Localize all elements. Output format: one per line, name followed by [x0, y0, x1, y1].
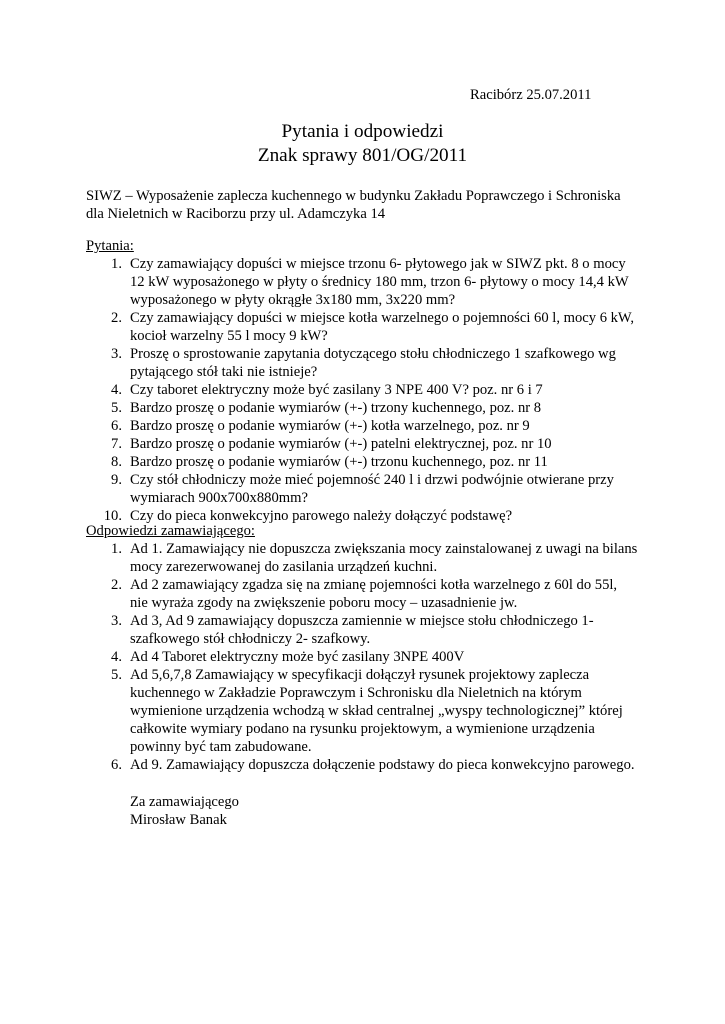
answer-item-text-line: mocy zarezerwowanej do zasilania urządzeń kuchni. [130, 559, 438, 575]
question-item-text-line: Czy stół chłodniczy może mieć pojemność 240 l i drzwi podwójnie otwierane przy [130, 472, 614, 488]
question-item-text-line: pytającego stół taki nie istnieje? [130, 364, 318, 380]
answer-item [86, 756, 656, 774]
answers-list [86, 540, 656, 774]
answer-item-text-line: Ad 5,6,7,8 Zamawiający w specyfikacji dołączył rysunek projektowy zaplecza [130, 667, 590, 683]
question-item-text-line: wyposażonego w płyty okrągłe 3x180 mm, 3x220 mm? [130, 292, 456, 308]
answer-item-text-line: Ad 4 Taboret elektryczny może być zasilany 3NPE 400V [130, 649, 465, 665]
question-item [86, 345, 656, 381]
questions-heading: Pytania: [86, 238, 134, 254]
question-item-text-line: wymiarach 900x700x880mm? [130, 490, 308, 506]
answer-item-number: 6. [111, 757, 122, 773]
answer-item [86, 666, 656, 756]
answer-item-number: 4. [111, 649, 122, 665]
question-item-number: 10. [103, 508, 122, 524]
question-item [86, 471, 656, 507]
question-item-number: 6. [111, 418, 122, 434]
question-item [86, 399, 656, 417]
answer-item-number: 2. [111, 577, 122, 593]
question-item-number: 9. [111, 472, 122, 488]
question-item-text-line: Bardzo proszę o podanie wymiarów (+-) kotła warzelnego, poz. nr 9 [130, 418, 530, 434]
answers-heading: Odpowiedzi zamawiającego: [86, 523, 255, 539]
document-title [0, 120, 725, 168]
question-item-number: 3. [111, 346, 122, 362]
answer-item-number: 3. [111, 613, 122, 629]
question-item [86, 381, 656, 399]
question-item-text-line: Bardzo proszę o podanie wymiarów (+-) trzony kuchennego, poz. nr 8 [130, 400, 542, 416]
answer-item-text-line: powinny być tam zabudowane. [130, 739, 312, 755]
answer-item-text-line: kuchennego w Zakładzie Poprawczym i Schronisku dla Nieletnich na którym [130, 685, 582, 701]
answer-item-text-line: Ad 3, Ad 9 zamawiający dopuszcza zamiennie w miejsce stołu chłodniczego 1- [130, 613, 594, 629]
answer-item-text-line: całkowite wymiary podano na rysunku projektowym, a wymienione urządzenia [130, 721, 595, 737]
answer-item [86, 648, 656, 666]
question-item-number: 2. [111, 310, 122, 326]
subject [86, 187, 656, 223]
signature-block [130, 793, 239, 829]
question-item [86, 255, 656, 309]
answer-item-text-line: wymienione urządzenia wchodzą w skład centralnej „wyspy technologicznej” której [130, 703, 623, 719]
answer-item-text-line: nie wyraża zgody na zwiększenie poboru mocy – uzasadnienie jw. [130, 595, 518, 611]
answer-item [86, 540, 656, 576]
question-item-text-line: kocioł warzelny 55 l mocy 9 kW? [130, 328, 328, 344]
question-item [86, 435, 656, 453]
answer-item-text-line: Ad 2 zamawiający zgadza się na zmianę pojemności kotła warzelnego z 60l do 55l, [130, 577, 618, 593]
question-item [86, 417, 656, 435]
answer-item-text-line: Ad 1. Zamawiający nie dopuszcza zwiększania mocy zainstalowanej z uwagi na bilans [130, 541, 638, 557]
question-item-text-line: Czy zamawiający dopuści w miejsce trzonu 6- płytowego jak w SIWZ pkt. 8 o mocy [130, 256, 626, 272]
question-item-text-line: Proszę o sprostowanie zapytania dotyczącego stołu chłodniczego 1 szafkowego wg [130, 346, 616, 362]
answer-item [86, 612, 656, 648]
question-item-text-line: Czy taboret elektryczny może być zasilany 3 NPE 400 V? poz. nr 6 i 7 [130, 382, 543, 398]
question-item-text-line: 12 kW wyposażonego w płyty o średnicy 180 mm, trzon 6- płytowy o mocy 14,4 kW [130, 274, 629, 290]
answer-item-text-line: Ad 9. Zamawiający dopuszcza dołączenie podstawy do pieca konwekcyjno parowego. [130, 757, 635, 773]
question-item-number: 1. [111, 256, 122, 272]
question-item-text-line: Bardzo proszę o podanie wymiarów (+-) trzonu kuchennego, poz. nr 11 [130, 454, 548, 470]
answer-item [86, 576, 656, 612]
answer-item-number: 5. [111, 667, 122, 683]
subject-line-1: SIWZ – Wyposażenie zaplecza kuchennego w budynku Zakładu Poprawczego i Schroniska [86, 188, 621, 204]
place-and-date: Racibórz 25.07.2011 [470, 87, 592, 103]
question-item-number: 8. [111, 454, 122, 470]
signature-name: Mirosław Banak [130, 812, 227, 828]
subject-line-2: dla Nieletnich w Raciborzu przy ul. Adamczyka 14 [86, 206, 386, 222]
questions-list [86, 255, 656, 525]
question-item-number: 4. [111, 382, 122, 398]
question-item [86, 309, 656, 345]
question-item-number: 5. [111, 400, 122, 416]
question-item-text-line: Czy do pieca konwekcyjno parowego należy dołączyć podstawę? [130, 508, 513, 524]
answer-item-text-line: szafkowego stół chłodniczy 2- szafkowy. [130, 631, 371, 647]
case-number: Znak sprawy 801/OG/2011 [257, 145, 468, 166]
answer-item-number: 1. [111, 541, 122, 557]
question-item-text-line: Czy zamawiający dopuści w miejsce kotła warzelnego o pojemności 60 l, mocy 6 kW, [130, 310, 635, 326]
question-item-text-line: Bardzo proszę o podanie wymiarów (+-) patelni elektrycznej, poz. nr 10 [130, 436, 552, 452]
question-item [86, 453, 656, 471]
question-item-number: 7. [111, 436, 122, 452]
signature-line-1: Za zamawiającego [130, 794, 239, 810]
title-line-1: Pytania i odpowiedzi [281, 121, 444, 142]
